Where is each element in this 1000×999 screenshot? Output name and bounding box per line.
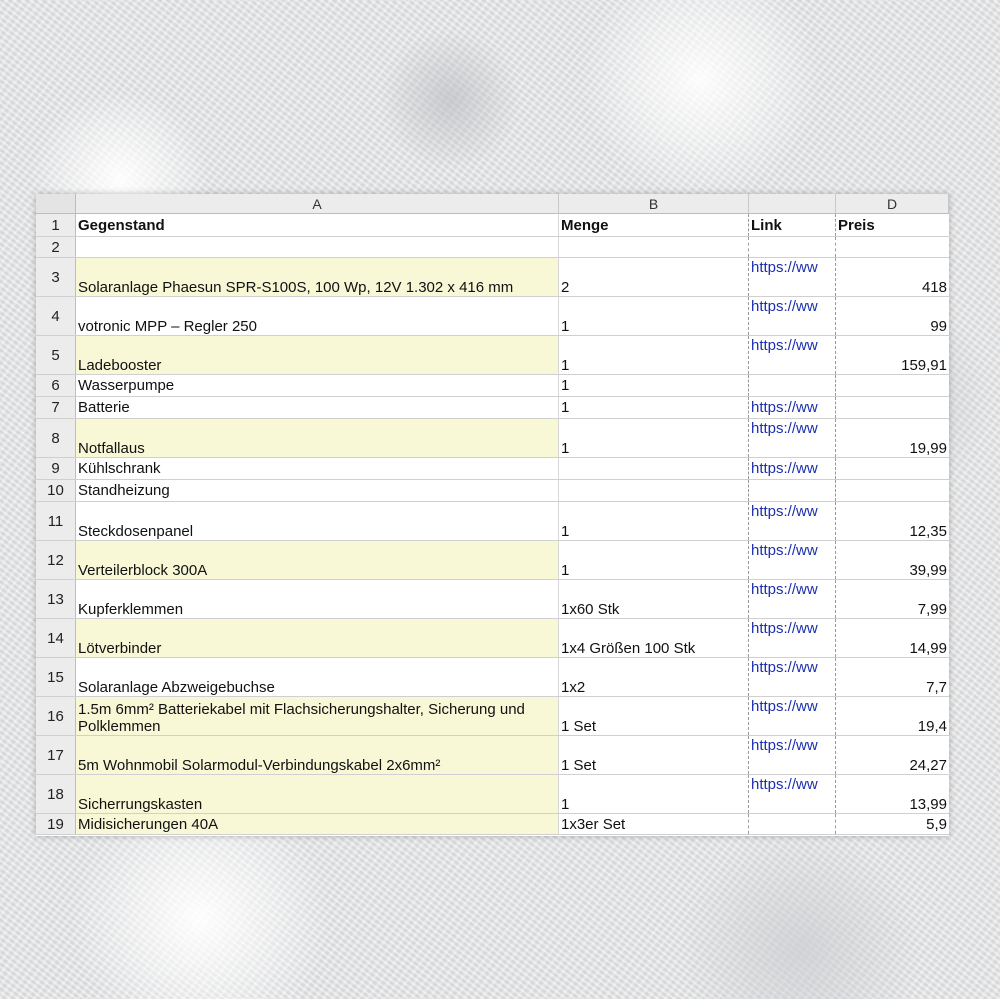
row-number[interactable]: 15 [36, 658, 76, 696]
table-row [36, 336, 949, 375]
row-number[interactable]: 16 [36, 697, 76, 735]
row-number[interactable]: 7 [36, 397, 76, 418]
cell-price[interactable] [836, 375, 949, 396]
row-number[interactable]: 3 [36, 258, 76, 296]
row-number[interactable]: 12 [36, 541, 76, 579]
cell-link[interactable] [749, 237, 836, 257]
cell-preis-header[interactable]: Preis [838, 216, 875, 234]
row-number[interactable]: 19 [36, 814, 76, 834]
row-number[interactable]: 2 [36, 237, 76, 257]
cell-link[interactable] [749, 814, 836, 834]
cell-item[interactable]: Kühlschrank [76, 458, 559, 479]
cell-quantity[interactable]: 1x60 Stk [559, 580, 749, 618]
table-row [36, 297, 949, 336]
cell-link[interactable]: https://ww [749, 336, 836, 374]
cell-price[interactable]: 7,99 [917, 601, 947, 618]
cell-item[interactable]: 1.5m 6mm² Batteriekabel mit Flachsicherungshalter, Sicherung und Polklemmen [76, 697, 559, 735]
cell-quantity[interactable]: 1 [559, 775, 749, 813]
cell-item[interactable]: Notfallaus [76, 419, 559, 457]
cell-quantity[interactable]: 1 [559, 297, 749, 335]
row-number[interactable]: 9 [36, 458, 76, 479]
cell-item[interactable]: Solaranlage Phaesun SPR-S100S, 100 Wp, 12V 1.302 x 416 mm [76, 258, 559, 296]
cell-quantity[interactable]: 1 [559, 541, 749, 579]
cell-quantity[interactable]: 1 [559, 336, 749, 374]
row-number[interactable]: 5 [36, 336, 76, 374]
cell-item[interactable]: Kupferklemmen [76, 580, 559, 618]
cell-item[interactable]: Midisicherungen 40A [76, 814, 559, 834]
cell-quantity[interactable]: 1x2 [559, 658, 749, 696]
table-row-header [36, 214, 949, 237]
cell-quantity[interactable]: 1 [559, 397, 749, 418]
cell-link[interactable]: https://ww [749, 419, 836, 457]
cell-link[interactable]: https://ww [749, 502, 836, 540]
cell-price[interactable]: 19,4 [917, 718, 947, 735]
row-number[interactable]: 1 [36, 214, 76, 236]
cell-price[interactable] [836, 237, 949, 257]
table-row [36, 502, 949, 541]
cell-price[interactable] [836, 480, 949, 501]
cell-quantity[interactable]: 1 [559, 419, 749, 457]
cell-price[interactable]: 159,91 [901, 357, 947, 374]
cell-link[interactable]: https://ww [749, 580, 836, 618]
table-row [36, 375, 949, 397]
cell-price[interactable] [836, 458, 949, 479]
table-row [36, 541, 949, 580]
cell-link[interactable]: https://ww [749, 775, 836, 813]
row-number[interactable]: 11 [36, 502, 76, 540]
select-all-corner[interactable] [36, 194, 76, 214]
cell-price[interactable]: 19,99 [909, 440, 947, 457]
cell-item[interactable]: Wasserpumpe [76, 375, 559, 396]
cell-quantity[interactable]: 1 [559, 375, 749, 396]
cell-quantity[interactable]: 1 Set [559, 736, 749, 774]
cell-price[interactable]: 39,99 [909, 562, 947, 579]
cell-item[interactable]: Ladebooster [76, 336, 559, 374]
table-row [36, 658, 949, 697]
cell-item[interactable]: Sicherrungskasten [76, 775, 559, 813]
cell-price[interactable]: 24,27 [909, 757, 947, 774]
row-number[interactable]: 6 [36, 375, 76, 396]
cell-link[interactable]: https://ww [749, 736, 836, 774]
column-header-a[interactable]: A [76, 194, 559, 214]
cell-link[interactable] [749, 375, 836, 396]
table-row [36, 619, 949, 658]
cell-link[interactable] [749, 480, 836, 501]
row-number[interactable]: 8 [36, 419, 76, 457]
cell-quantity[interactable]: 1x4 Größen 100 Stk [559, 619, 749, 657]
cell-item[interactable] [76, 237, 559, 257]
cell-quantity[interactable]: 1 [559, 502, 749, 540]
row-number[interactable]: 4 [36, 297, 76, 335]
cell-price[interactable]: 7,7 [926, 679, 947, 696]
cell-item[interactable]: Standheizung [76, 480, 559, 501]
table-row [36, 697, 949, 736]
cell-link[interactable]: https://ww [749, 458, 836, 479]
cell-item[interactable]: votronic MPP – Regler 250 [76, 297, 559, 335]
table-row [36, 397, 949, 419]
column-header-c[interactable] [749, 194, 836, 214]
cell-item[interactable]: Verteilerblock 300A [76, 541, 559, 579]
cell-link[interactable]: https://ww [749, 541, 836, 579]
column-header-d[interactable]: D [836, 194, 949, 214]
cell-link[interactable]: https://ww [749, 258, 836, 296]
cell-price[interactable]: 5,9 [926, 815, 947, 833]
table-row [36, 580, 949, 619]
table-row [36, 814, 949, 835]
cell-quantity[interactable] [559, 480, 749, 501]
row-number[interactable]: 17 [36, 736, 76, 774]
cell-quantity[interactable] [559, 237, 749, 257]
cell-price[interactable]: 99 [930, 318, 947, 335]
spreadsheet [36, 194, 949, 836]
cell-link[interactable]: https://ww [749, 697, 836, 735]
cell-item[interactable]: Lötverbinder [76, 619, 559, 657]
table-row [36, 237, 949, 258]
table-row [36, 419, 949, 458]
cell-link[interactable]: https://ww [749, 397, 836, 418]
cell-link-header[interactable]: Link [749, 214, 836, 236]
column-header-b[interactable]: B [559, 194, 749, 214]
cell-price[interactable]: 13,99 [909, 796, 947, 813]
cell-quantity[interactable]: 1 Set [559, 697, 749, 735]
cell-menge-header[interactable]: Menge [559, 214, 749, 236]
table-row [36, 775, 949, 814]
cell-quantity[interactable]: 2 [559, 258, 749, 296]
row-number[interactable]: 14 [36, 619, 76, 657]
cell-quantity[interactable] [559, 458, 749, 479]
row-number[interactable]: 18 [36, 775, 76, 813]
row-number[interactable]: 13 [36, 580, 76, 618]
cell-item[interactable]: Batterie [76, 397, 559, 418]
cell-price[interactable]: 418 [921, 279, 947, 296]
cell-item[interactable]: Steckdosenpanel [76, 502, 559, 540]
row-number[interactable]: 10 [36, 480, 76, 501]
table-row [36, 458, 949, 480]
cell-item[interactable]: 5m Wohnmobil Solarmodul-Verbindungskabel 2x6mm² [76, 736, 559, 774]
table-row [36, 480, 949, 502]
cell-gegenstand-header[interactable]: Gegenstand [76, 214, 559, 236]
cell-price[interactable]: 12,35 [909, 523, 947, 540]
cell-price[interactable]: 14,99 [909, 640, 947, 657]
table-row [36, 258, 949, 297]
cell-price[interactable] [836, 397, 949, 418]
cell-item[interactable]: Solaranlage Abzweigebuchse [76, 658, 559, 696]
table-row [36, 736, 949, 775]
cell-link[interactable]: https://ww [749, 658, 836, 696]
cell-link[interactable]: https://ww [749, 297, 836, 335]
cell-link[interactable]: https://ww [749, 619, 836, 657]
cell-quantity[interactable]: 1x3er Set [559, 814, 749, 834]
